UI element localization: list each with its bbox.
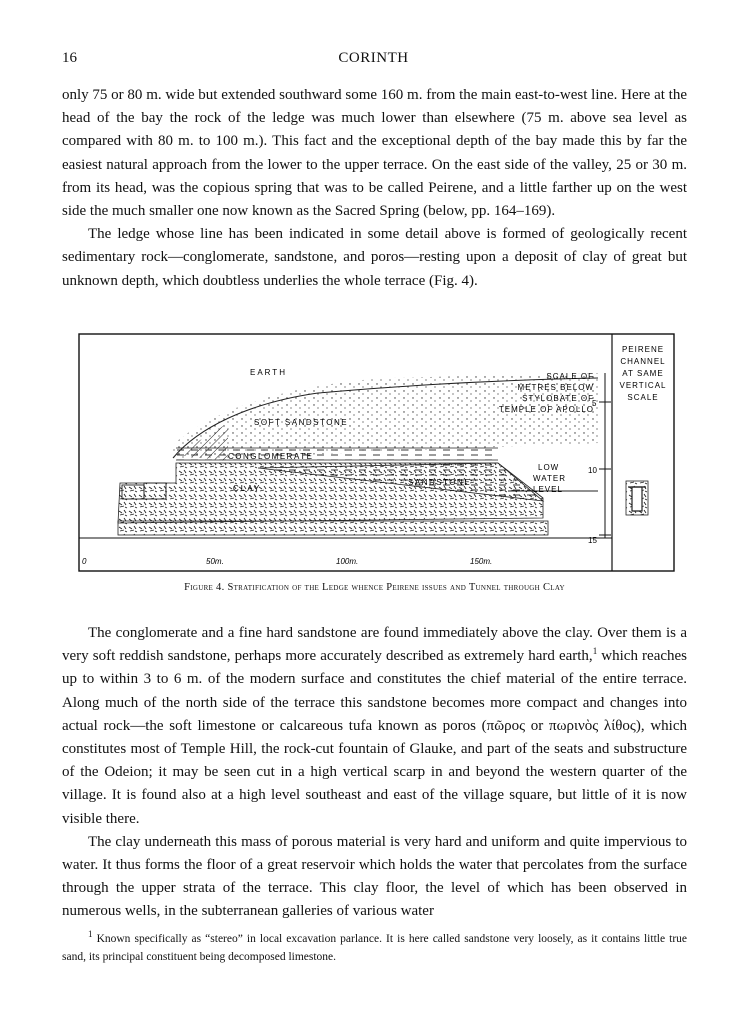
page-number: 16 xyxy=(62,50,77,66)
footnotes xyxy=(62,930,687,966)
footnote-number: 1 xyxy=(88,929,93,940)
label-scale-note: TEMPLE OF APOLLO xyxy=(498,405,594,414)
label-scale-note: METRES BELOW xyxy=(517,383,594,392)
label-earth: EARTH xyxy=(250,368,287,377)
label-peirene: SCALE xyxy=(627,393,659,402)
footnote-text: Known specifically as “stereo” in local excavation parlance. It is here called sandstone very loosely, as it contains little true sand, its principal constituent being decomposed limestone. xyxy=(62,933,687,963)
label-low-water: LOW xyxy=(538,463,560,472)
depth-tick: 15 xyxy=(588,536,597,545)
paragraph: only 75 or 80 m. wide but extended southward some 160 m. from the main east-to-west line. Here at the head of the bay the rock of the ledge was much lower than elsewhere (75 m. above sea level as compared with 80 m. to 100 m.). This fact and the exceptional depth of the bay made this by far the easiest natural approach from the lower to the upper terrace. On the east side of the valley, 25 or 30 m. from its head, was the copious spring that was to be called Peirene, and a little farther up on the west side the much smaller one now known as the Sacred Spring (below, pp. 164–169). xyxy=(62,87,687,220)
figure-4 xyxy=(78,333,675,573)
paragraph xyxy=(62,622,687,831)
body-text-bottom xyxy=(62,622,687,924)
distance-tick: 150m. xyxy=(470,557,493,566)
figure-label: Figure 4. xyxy=(184,582,225,593)
distance-tick: 50m. xyxy=(206,557,224,566)
label-low-water: LEVEL xyxy=(533,485,563,494)
paragraph-text: which reaches up to within 3 to 6 m. of the modern surface and constitutes the chief material of the entire terrace. Along much of the north side of the terrace this sandstone becomes more compact and changes into actual rock—the soft limestone or calcareous tufa known as poros (πῶρος or πωρινὸς λίθος), which constitutes most of Temple Hill, the rock-cut fountain of Glauke, and part of the seats and substructure of the Odeion; it may be seen cut in a high vertical scarp in and beyond the western quarter of the village. It is found also at a high level southeast and east of the village square, but little of it is now visible there. xyxy=(62,648,688,827)
running-title: CORINTH xyxy=(338,50,409,66)
distance-tick: 100m. xyxy=(336,557,359,566)
label-peirene: AT SAME xyxy=(622,369,664,378)
depth-tick: 5 xyxy=(592,399,597,408)
tunnel-base xyxy=(118,521,548,535)
label-low-water: WATER xyxy=(533,474,566,483)
label-peirene: PEIRENE xyxy=(621,345,665,354)
footnote-ref: 1 xyxy=(592,646,598,657)
figure-caption xyxy=(62,582,687,593)
label-peirene: CHANNEL xyxy=(620,357,666,366)
label-soft-sandstone: SOFT SANDSTONE xyxy=(254,418,349,427)
label-sandstone: SANDSTONE xyxy=(408,478,472,487)
distance-tick: 0 xyxy=(82,557,87,566)
label-clay: CLAY xyxy=(233,484,262,493)
stratification-diagram xyxy=(78,333,675,573)
peirene-channel-section xyxy=(626,481,648,515)
body-text-top xyxy=(62,84,687,293)
label-scale-note: STYLOBATE OF xyxy=(522,394,594,403)
depth-tick: 10 xyxy=(588,466,597,475)
paragraph-text: The conglomerate and a fine hard sandstone are found immediately above the clay. Over them is a very soft reddish sandstone, perhaps more accurately described as extremely hard earth, xyxy=(62,625,687,665)
footnote xyxy=(62,930,687,966)
figure-title: Stratification of the Ledge whence Peirene issues and Tunnel through Clay xyxy=(227,582,565,593)
label-scale-note: SCALE OF xyxy=(546,372,594,381)
paragraph: The ledge whose line has been indicated in some detail above is formed of geologically recent sedimentary rock—conglomerate, sandstone, and poros—resting upon a deposit of clay of great but unknown depth, which doubtless underlies the whole terrace (Fig. 4). xyxy=(62,226,687,289)
label-conglomerate: CONGLOMERATE xyxy=(228,452,314,461)
label-peirene: VERTICAL xyxy=(619,381,667,390)
paragraph: The clay underneath this mass of porous material is very hard and uniform and quite impervious to water. It thus forms the floor of a great reservoir which holds the water that percolates from the surface through the upper strata of the terrace. This clay floor, the level of which has been observed in numerous wells, in the subterranean galleries of various water xyxy=(62,833,687,920)
conglomerate-band xyxy=(176,448,498,460)
page-header xyxy=(62,50,685,72)
